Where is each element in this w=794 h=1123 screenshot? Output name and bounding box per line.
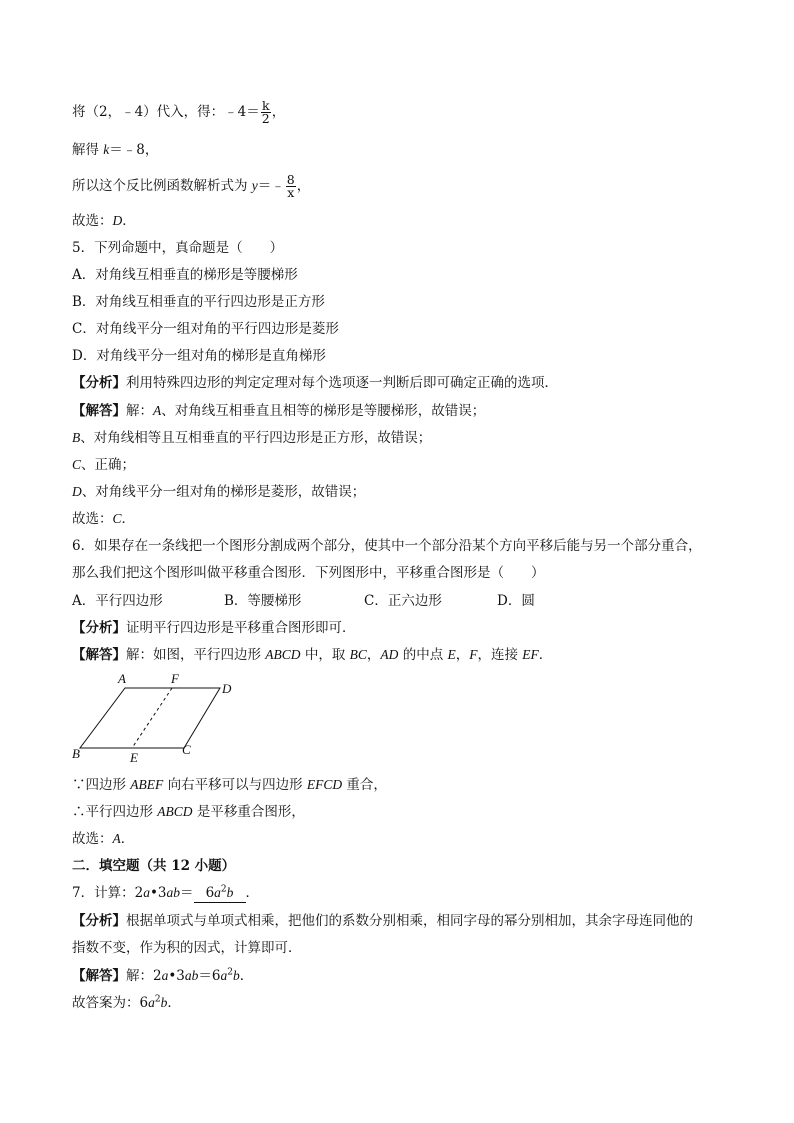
text: 利用特殊四边形的判定定理对每个选项逐一判断后即可确定正确的选项． — [126, 375, 558, 391]
numerator: k — [261, 98, 270, 113]
section-title: 二．填空题（共 12 小题） — [72, 858, 236, 874]
function-line — [72, 174, 310, 199]
q5-solution-3 — [72, 456, 135, 474]
text: 7．计算：2 — [72, 885, 144, 901]
vertex-c-label: C — [182, 742, 191, 757]
text: 解：2 — [126, 968, 162, 984]
text: ∵四边形 — [72, 777, 131, 793]
exponent: 2 — [220, 884, 227, 895]
var-a: a — [214, 885, 221, 900]
solve-k-line — [72, 141, 158, 159]
text: 故选： — [72, 213, 113, 229]
text: 故答案为：6 — [72, 995, 149, 1011]
var-a: a — [143, 885, 150, 900]
text: ． — [120, 831, 135, 847]
q5-option-a: A．对角线互相垂直的梯形是等腰梯形 — [72, 267, 298, 283]
text: ， — [366, 647, 381, 663]
q6-options — [72, 592, 535, 610]
text: 是平移重合图形， — [192, 804, 305, 820]
parallelogram-figure — [72, 668, 242, 770]
q5-option-d: D．对角线平分一组对角的梯形是直角梯形 — [72, 348, 326, 364]
text: 解得 — [72, 142, 104, 158]
text: ． — [239, 968, 254, 984]
point-e-label: E — [130, 750, 138, 765]
text: 根据单项式与单项式相乘，把他们的系数分别相乘，相同字母的幂分别相加，其余字母连同他的 — [126, 913, 693, 929]
text: 所以这个反比例函数解析式为 — [72, 178, 252, 194]
answer-letter: D — [112, 213, 123, 228]
answer-line-4 — [72, 212, 136, 230]
q5-solution-1 — [72, 402, 485, 420]
q6-option-a: A．平行四边形 — [72, 593, 163, 609]
answer-letter: A — [112, 831, 121, 846]
text: ＝﹣ — [257, 178, 285, 194]
text: ． — [245, 885, 259, 901]
label-abcd: ABCD — [265, 647, 301, 662]
label-f: F — [469, 647, 478, 662]
label-bc: BC — [349, 647, 367, 662]
letter: A — [153, 403, 162, 418]
solution-tag: 【解答】 — [72, 968, 126, 984]
q7-solution — [72, 967, 253, 985]
q6-because — [72, 776, 387, 794]
fraction-k-over-2 — [261, 100, 271, 125]
text: ． — [538, 647, 553, 663]
point-f-label: F — [171, 671, 179, 686]
exponent: 2 — [154, 994, 161, 1005]
text: 故选： — [72, 511, 113, 527]
q5-option-b: B．对角线互相垂直的平行四边形是正方形 — [72, 294, 325, 310]
label-e: E — [447, 647, 456, 662]
var-b: b — [160, 995, 168, 1010]
q7-final-answer — [72, 994, 181, 1012]
q5-option-c: C．对角线平分一组对角的平行四边形是菱形 — [72, 321, 339, 337]
q5-analysis — [72, 374, 558, 392]
vertex-d-label: D — [222, 681, 232, 696]
var-ab: ab — [166, 885, 180, 900]
text: ∴平行四边形 — [72, 804, 158, 820]
letter: C — [72, 457, 82, 472]
analysis-tag: 【分析】 — [72, 913, 126, 929]
text: 、对角线平分一组对角的梯形是菱形，故错误； — [81, 484, 366, 500]
text: 的中点 — [398, 647, 448, 663]
letter: D — [72, 484, 82, 499]
text: 6 — [205, 885, 215, 901]
analysis-tag: 【分析】 — [72, 375, 126, 391]
q6-option-b: B．等腰梯形 — [224, 593, 302, 609]
label-abef: ABEF — [130, 777, 164, 792]
text: 、对角线互相垂直且相等的梯形是等腰梯形，故错误； — [161, 403, 486, 419]
q5-answer — [72, 510, 135, 528]
var-a: a — [220, 968, 228, 983]
text: 证明平行四边形是平移重合图形即可． — [126, 620, 356, 636]
answer-letter: C — [112, 511, 122, 526]
label-ad: AD — [380, 647, 399, 662]
text: ＝ — [180, 885, 194, 901]
var-b: b — [226, 885, 234, 900]
denominator: x — [287, 185, 295, 200]
fraction-8-over-x — [286, 174, 296, 199]
q7-analysis-1 — [72, 912, 693, 930]
vertex-b-label: B — [72, 746, 80, 761]
q6-stem-1: 6．如果存在一条线把一个图形分割成两个部分，使其中一个部分沿某个方向平移后能与另一个部分重合， — [72, 538, 702, 554]
q7-analysis-2: 指数不变，作为积的因式，计算即可． — [72, 940, 302, 956]
dashed-segment-ef — [132, 688, 172, 748]
analysis-tag: 【分析】 — [72, 620, 126, 636]
q6-solution — [72, 646, 552, 664]
var-b: b — [232, 968, 240, 983]
var-a: a — [148, 995, 155, 1010]
text: ，连接 — [477, 647, 523, 663]
text: ＝6 — [198, 968, 221, 984]
text: 、正确； — [81, 457, 136, 473]
vertex-a-label: A — [118, 671, 126, 686]
q6-stem-2: 那么我们把这个图形叫做平移重合图形．下列图形中，平移重合图形是（ ） — [72, 565, 545, 581]
text: •3 — [149, 885, 167, 901]
denominator: 2 — [261, 111, 270, 126]
text: •3 — [168, 968, 185, 984]
q6-therefore — [72, 803, 305, 821]
exponent: 2 — [227, 967, 233, 978]
parallelogram-abcd — [80, 688, 220, 748]
label-abcd: ABCD — [157, 804, 193, 819]
solution-tag: 【解答】 — [72, 403, 126, 419]
q5-solution-4 — [72, 483, 365, 501]
text: 解： — [126, 403, 153, 419]
q6-analysis — [72, 619, 356, 637]
solution-tag: 【解答】 — [72, 647, 126, 663]
text: ， — [271, 104, 286, 120]
text: 重合， — [342, 777, 387, 793]
text: 故选： — [72, 831, 113, 847]
var-y: y — [251, 178, 258, 193]
text: 解：如图，平行四边形 — [126, 647, 266, 663]
q6-option-c: C．正六边形 — [364, 593, 442, 609]
letter: B — [72, 430, 81, 445]
q5-solution-2 — [72, 429, 431, 447]
text: ． — [121, 511, 136, 527]
q6-answer — [72, 830, 134, 848]
text: ， — [296, 178, 311, 194]
text: ． — [122, 213, 136, 229]
text: 、对角线相等且互相垂直的平行四边形是正方形，故错误； — [80, 430, 432, 446]
text: 向右平移可以与四边形 — [163, 777, 307, 793]
var-k: k — [103, 142, 110, 157]
substitution-line — [72, 100, 285, 125]
text: 中，取 — [300, 647, 350, 663]
var-a: a — [161, 968, 169, 983]
q7-stem — [72, 884, 259, 903]
q6-option-d: D．圆 — [497, 593, 535, 609]
text: ． — [167, 995, 181, 1011]
var-ab: ab — [184, 968, 199, 983]
numerator: 8 — [286, 172, 295, 187]
text: 将（2，﹣4）代入，得：﹣4＝ — [72, 104, 260, 120]
label-ef: EF — [522, 647, 539, 662]
q5-stem: 5．下列命题中，真命题是（ ） — [72, 240, 284, 256]
text: ＝﹣8， — [109, 142, 159, 158]
text: ， — [455, 647, 470, 663]
label-efcd: EFCD — [306, 777, 343, 792]
answer-blank — [194, 884, 246, 903]
